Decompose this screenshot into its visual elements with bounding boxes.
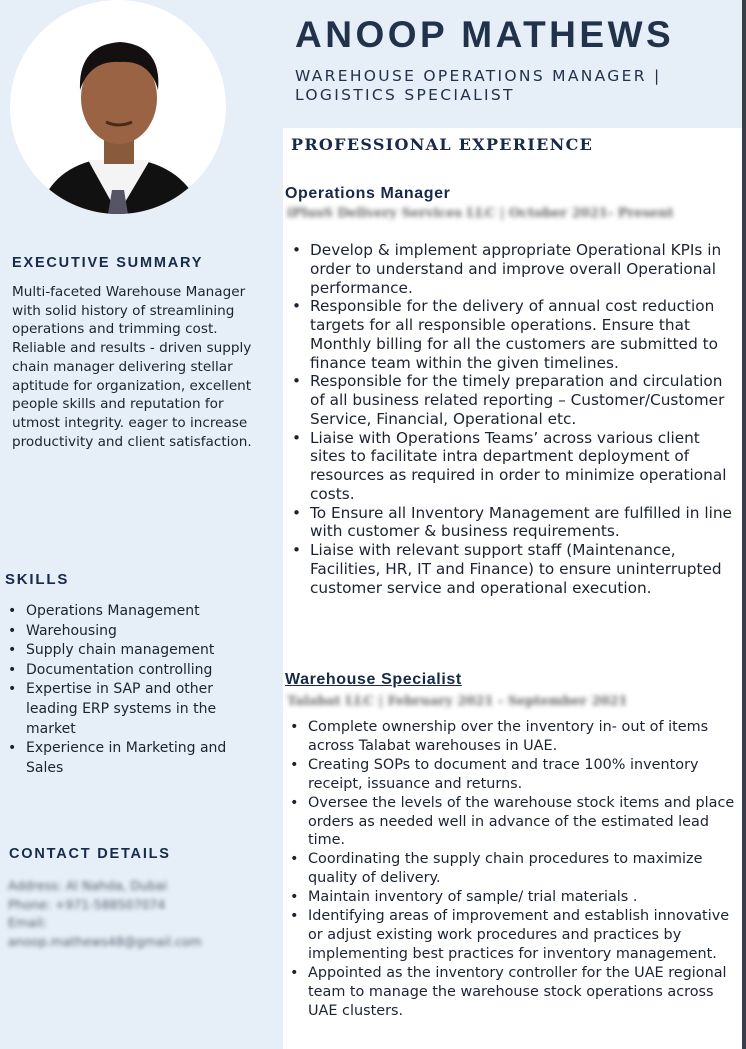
executive-summary-text: Multi-faceted Warehouse Manager with solid history of streamlining operations and trimming cost. Reliable and results - driven supply chain manager delivering stellar aptitude for organization, excellent people skills and reputation for utmost integrity. eager to increase productivity and client satisfaction.: [12, 284, 252, 450]
contact-email: anoop.mathews48@gmail.com: [8, 934, 202, 950]
skill-item: • Documentation controlling: [4, 661, 274, 681]
job-bullet: • Creating SOPs to document and trace 100% inventory receipt, issuance and returns.: [286, 756, 736, 794]
skills-list: [4, 602, 274, 778]
job-title: Warehouse Specialist: [285, 671, 462, 688]
contact-heading: CONTACT DETAILS: [9, 846, 171, 862]
job-company: iPlusS Delivery Services LLC | October 2021- Present: [287, 206, 674, 221]
job-bullet: • To Ensure all Inventory Management are fulfilled in line with customer & business requirements.: [288, 504, 738, 542]
skill-item: • Warehousing: [4, 622, 274, 642]
job-bullet: • Develop & implement appropriate Operational KPIs in order to understand and improve overall Operational performance.: [288, 241, 738, 297]
job-bullets: [286, 718, 736, 1021]
profile-photo: [10, 0, 226, 214]
executive-summary-heading: EXECUTIVE SUMMARY: [12, 255, 204, 271]
job-bullet: • Coordinating the supply chain procedures to maximize quality of delivery.: [286, 850, 736, 888]
page-edge: [742, 0, 746, 1049]
contact-phone: Phone: +971-588507074: [8, 896, 166, 912]
job-bullet: • Responsible for the timely preparation and circulation of all business related reporting – Customer/Customer Service, Financial, Operational etc.: [288, 372, 738, 428]
job-bullet: • Identifying areas of improvement and establish innovative or adjust existing work procedures and practices by implementing best practices for inventory management.: [286, 907, 736, 964]
job-title: Operations Manager: [285, 185, 451, 202]
contact-address: Address: Al Nahda, Dubai: [8, 878, 168, 893]
skill-item: • Expertise in SAP and other leading ERP systems in the market: [4, 680, 249, 739]
contact-details: [8, 877, 202, 952]
job-bullets: [288, 241, 738, 597]
job-bullet: • Liaise with relevant support staff (Maintenance, Facilities, HR, IT and Finance) to ensure uninterrupted customer service and operational execution.: [288, 541, 738, 597]
job-bullet: • Responsible for the delivery of annual cost reduction targets for all responsible operations. Ensure that Monthly billing for all the customers are submitted to finance team within the given timelines.: [288, 297, 738, 372]
job-bullet: • Oversee the levels of the warehouse stock items and place orders as needed well in advance of the estimated lead time.: [286, 794, 736, 851]
candidate-name: ANOOP MATHEWS: [295, 14, 675, 55]
skills-heading: SKILLS: [5, 571, 70, 588]
candidate-title: WAREHOUSE OPERATIONS MANAGER | LOGISTICS SPECIALIST: [295, 67, 662, 104]
skill-item: • Experience in Marketing and Sales: [4, 739, 254, 778]
job-bullet: • Maintain inventory of sample/ trial materials .: [286, 888, 736, 907]
skill-item: • Supply chain management: [4, 641, 274, 661]
job-bullet: • Liaise with Operations Teams’ across various client sites to facilitate intra department deployment of resources as required in order to minimize operational costs.: [288, 429, 738, 504]
contact-email-label: Email:: [8, 915, 47, 931]
skill-item: • Operations Management: [4, 602, 274, 622]
job-bullet: • Complete ownership over the inventory in- out of items across Talabat warehouses in UAE.: [286, 718, 736, 756]
job-company: Talabat LLC | February 2021 - September 2021: [287, 694, 628, 709]
job-bullet: • Appointed as the inventory controller for the UAE regional team to manage the warehouse stock operations across UAE clusters.: [286, 964, 736, 1021]
experience-heading: PROFESSIONAL EXPERIENCE: [291, 135, 594, 154]
